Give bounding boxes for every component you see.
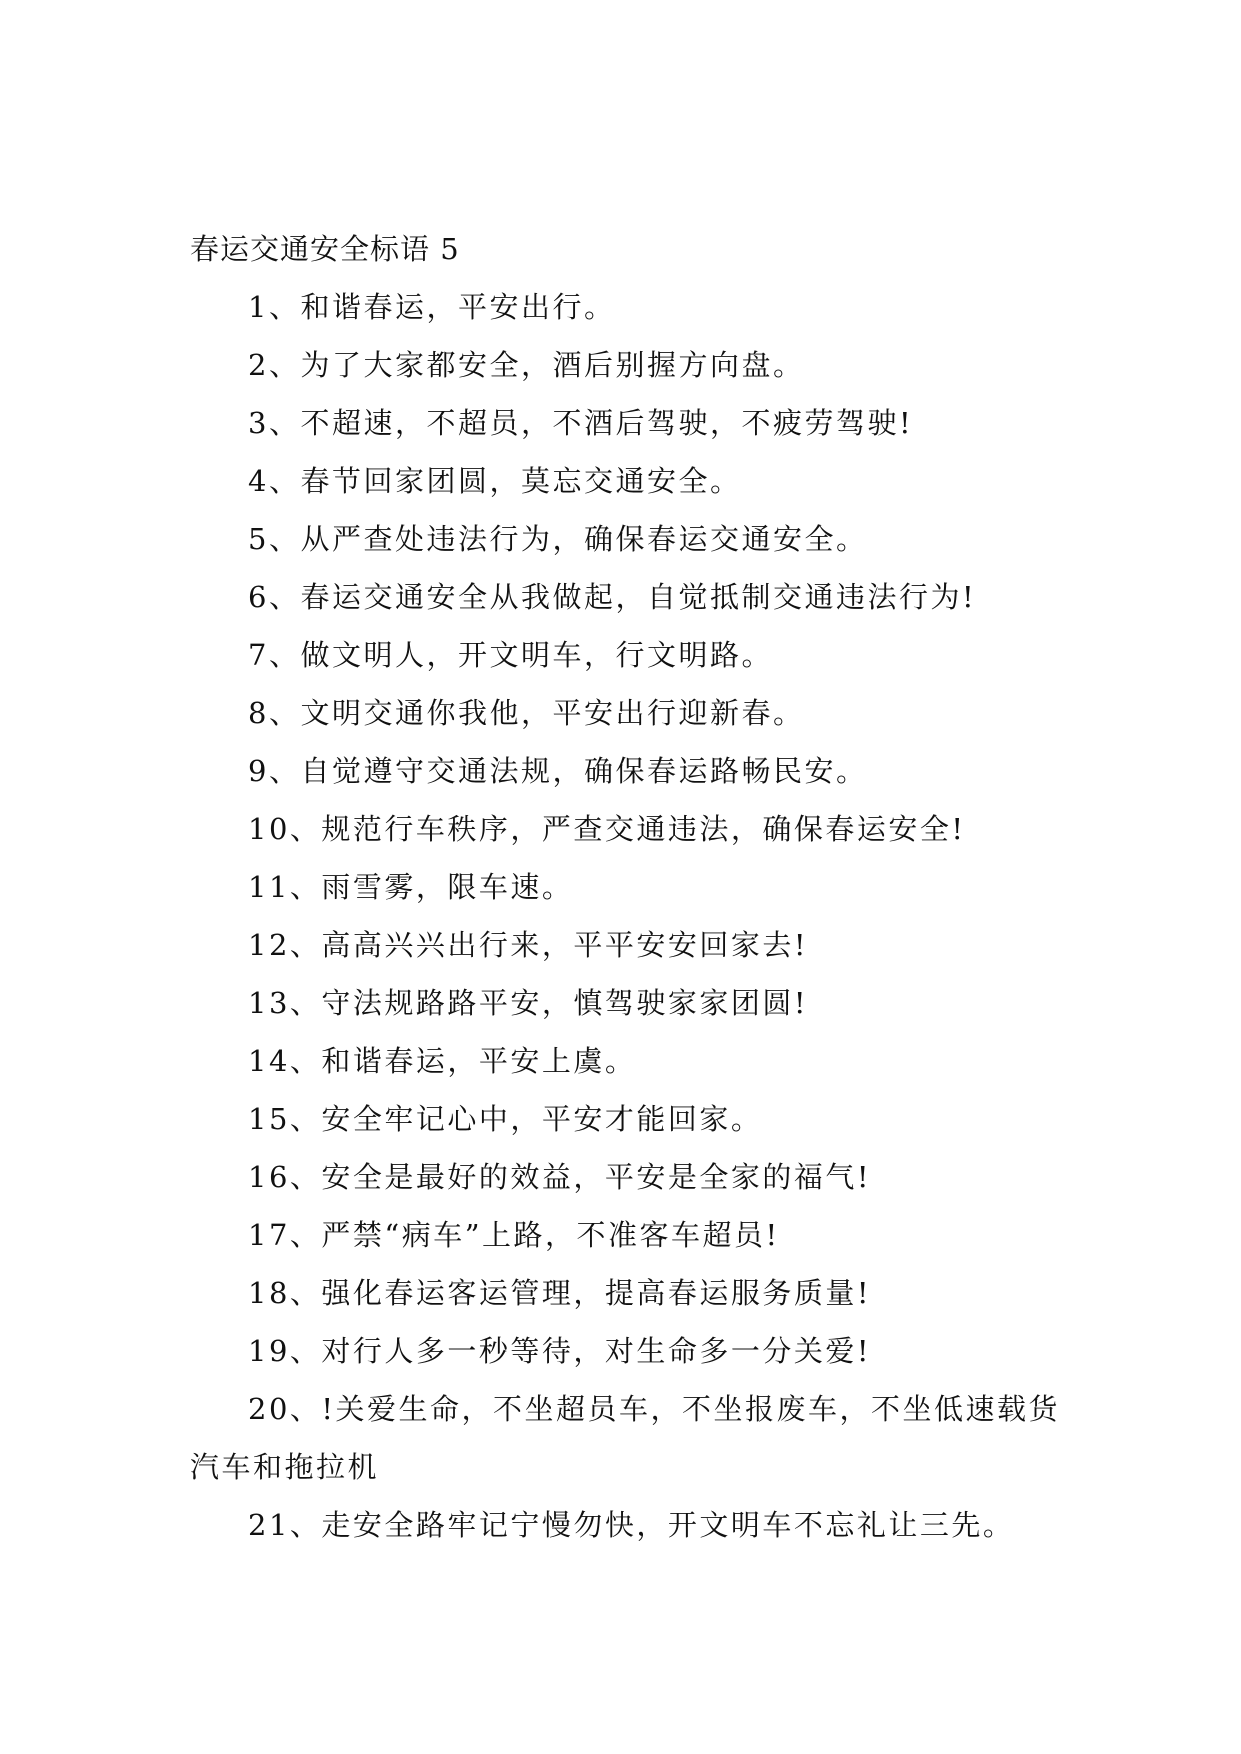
- slogan-item-11: 11、雨雪雾，限车速。: [248, 870, 574, 904]
- slogan-item-17: 17、严禁“病车”上路，不准客车超员!: [248, 1218, 780, 1252]
- slogan-item-13: 13、守法规路路平安，慎驾驶家家团圆!: [248, 986, 809, 1020]
- slogan-item-12: 12、高高兴兴出行来，平平安安回家去!: [248, 928, 809, 962]
- slogan-item-15: 15、安全牢记心中，平安才能回家。: [248, 1102, 763, 1136]
- slogan-item-18: 18、强化春运客运管理，提高春运服务质量!: [248, 1276, 872, 1310]
- slogan-item-14: 14、和谐春运，平安上虞。: [248, 1044, 637, 1078]
- slogan-item-10: 10、规范行车秩序，严查交通违法，确保春运安全!: [248, 812, 966, 846]
- slogan-item-5: 5、从严查处违法行为，确保春运交通安全。: [248, 522, 868, 556]
- slogan-item-20: 20、!关爱生命，不坐超员车，不坐报废车，不坐低速载货汽车和拖拉机: [190, 1392, 1061, 1484]
- slogan-item-21: 21、走安全路牢记宁慢勿快，开文明车不忘礼让三先。: [248, 1508, 1015, 1542]
- slogan-item-4: 4、春节回家团圆，莫忘交通安全。: [248, 464, 742, 498]
- slogan-item-9: 9、自觉遵守交通法规，确保春运路畅民安。: [248, 754, 868, 788]
- slogan-item-6: 6、春运交通安全从我做起，自觉抵制交通违法行为!: [248, 580, 977, 614]
- slogan-item-7: 7、做文明人，开文明车，行文明路。: [248, 638, 773, 672]
- slogan-item-8: 8、文明交通你我他，平安出行迎新春。: [248, 696, 805, 730]
- slogan-item-3: 3、不超速，不超员，不酒后驾驶，不疲劳驾驶!: [248, 406, 914, 440]
- slogan-item-16: 16、安全是最好的效益，平安是全家的福气!: [248, 1160, 872, 1194]
- slogan-item-1: 1、和谐春运，平安出行。: [248, 290, 616, 324]
- slogan-item-19: 19、对行人多一秒等待，对生命多一分关爱!: [248, 1334, 872, 1368]
- document-body: [190, 220, 1070, 1554]
- slogan-item-2: 2、为了大家都安全，酒后别握方向盘。: [248, 348, 805, 382]
- section-title: 春运交通安全标语 5: [190, 232, 460, 266]
